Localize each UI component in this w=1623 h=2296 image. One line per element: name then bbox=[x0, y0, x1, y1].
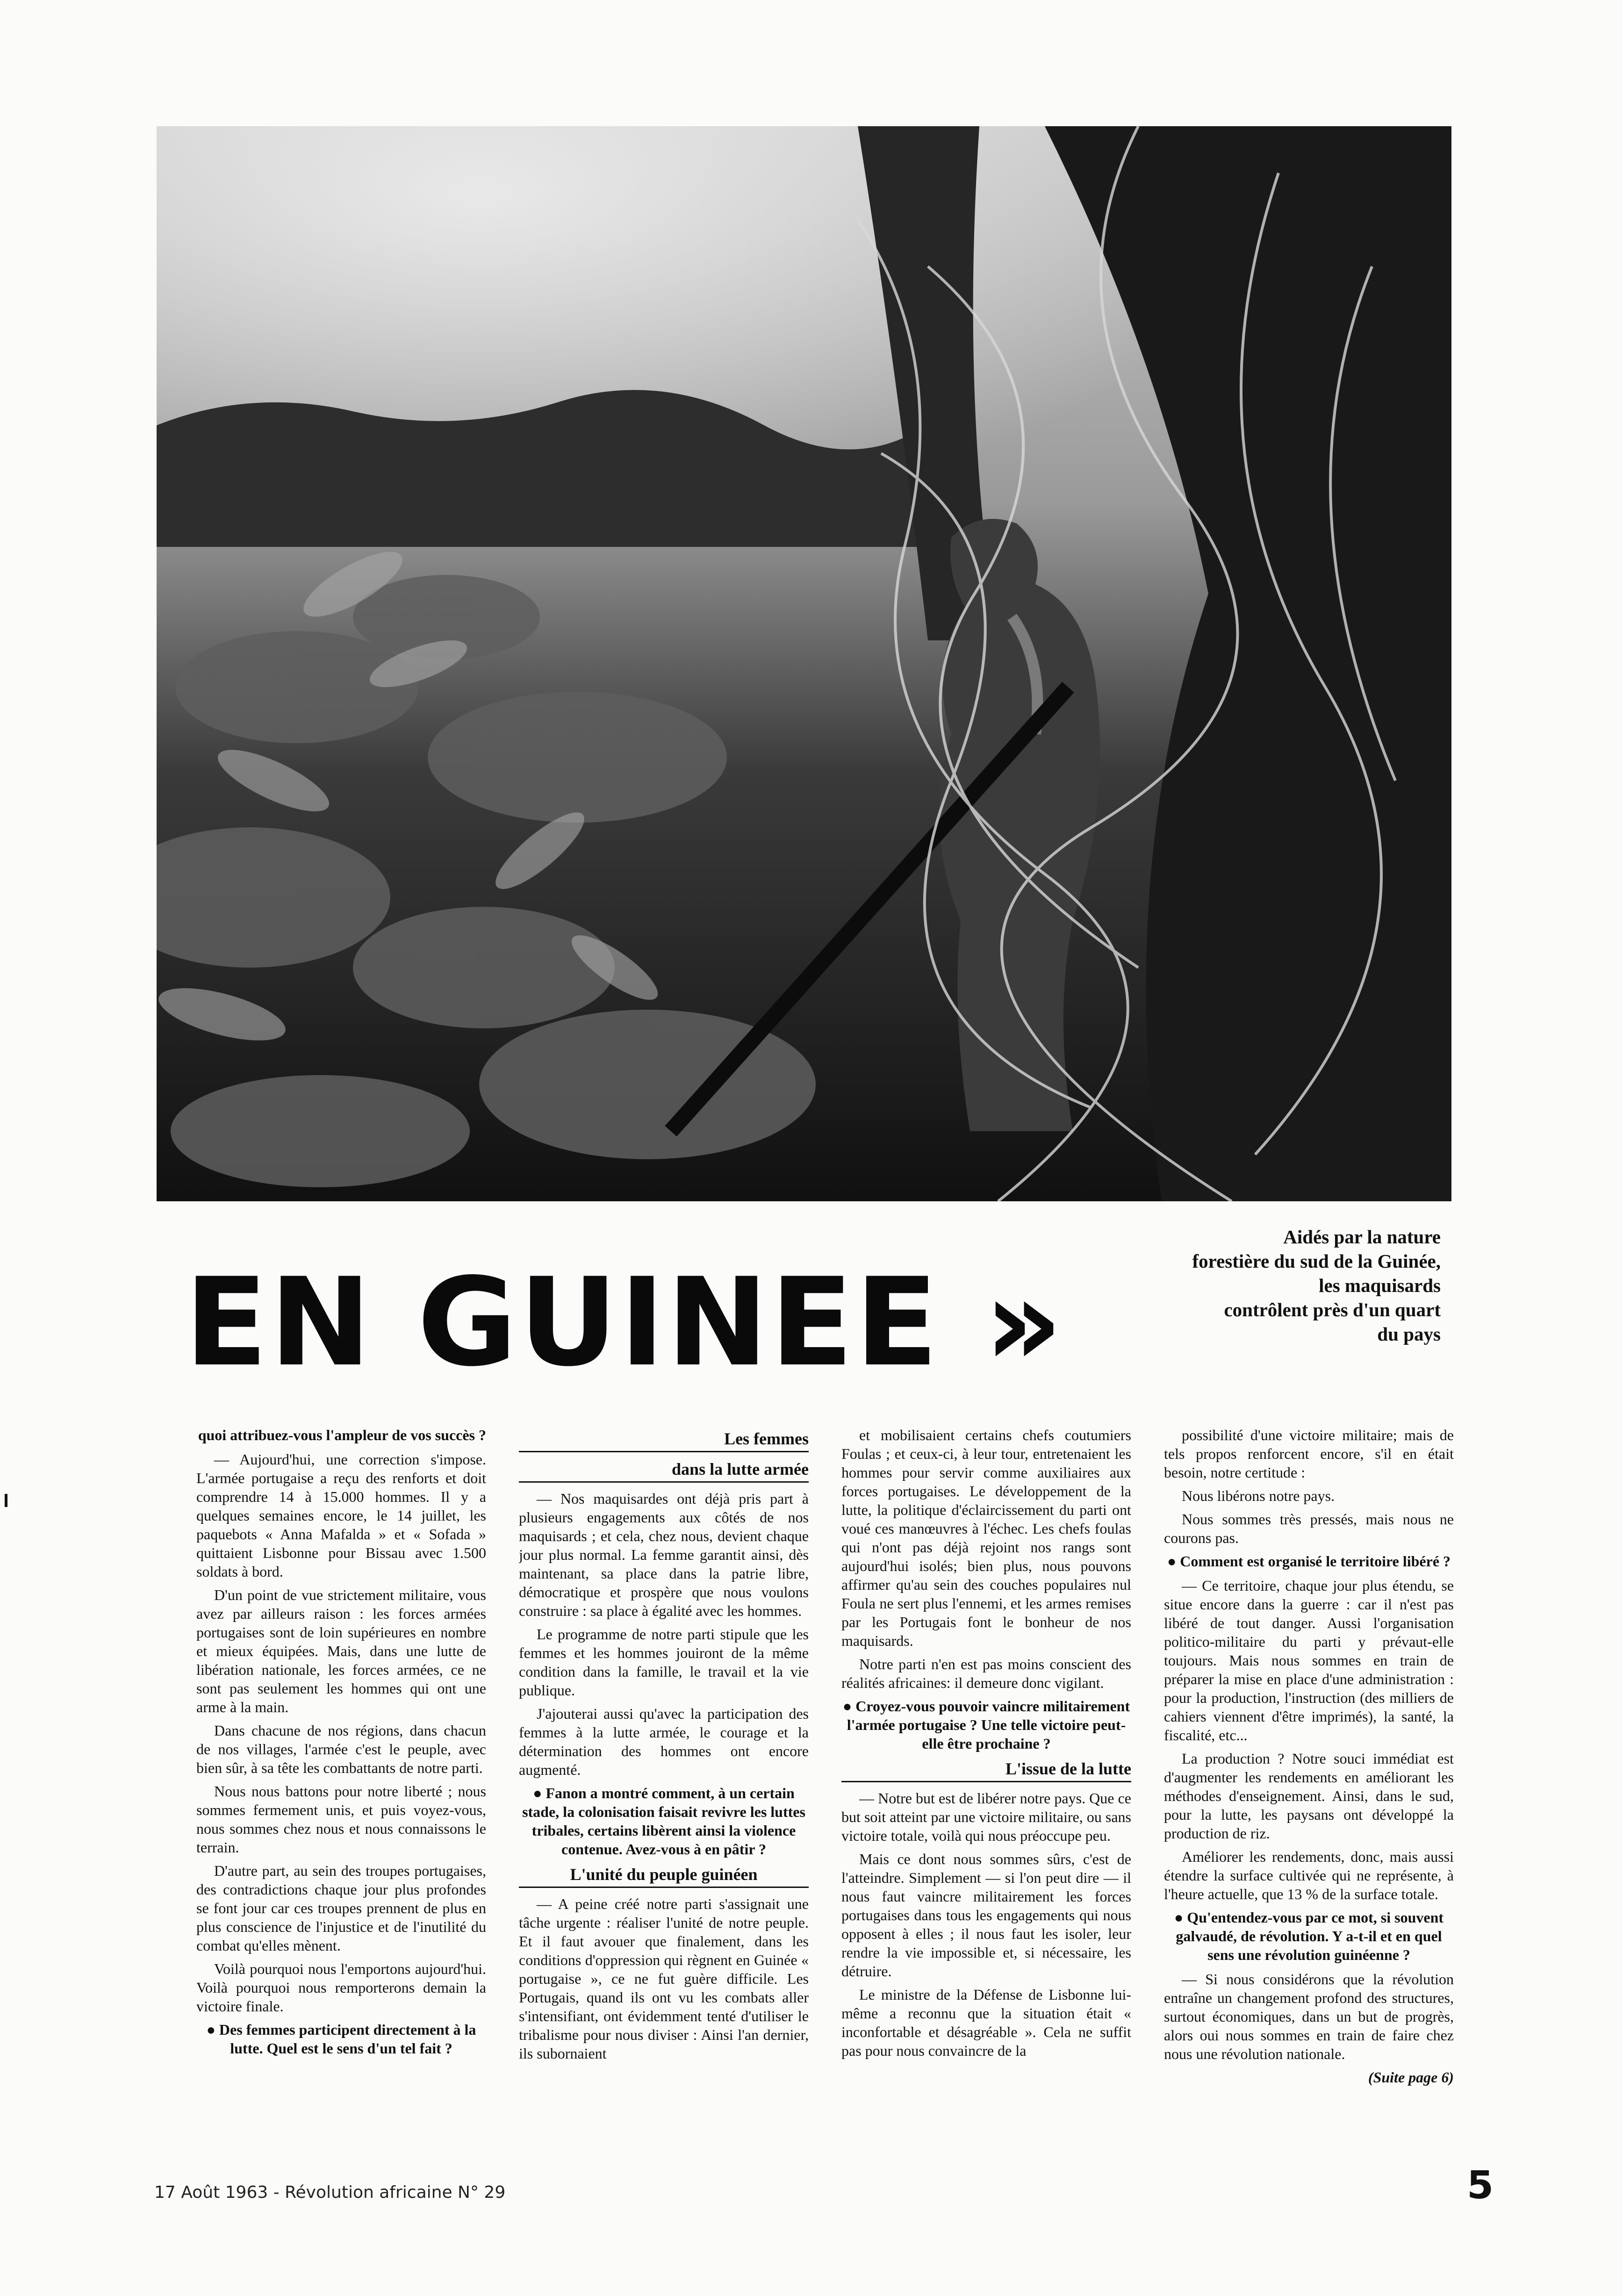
paragraph: Mais ce dont nous sommes sûrs, c'est de l'atteindre. Simplement — si l'on peut dire — il nous faut vaincre militairement les forces portugaises dans tous les engagements qui nous opposent à elles ; il nous faut les isoler, leur rendre la vie impossible et, si nécessaire, les détruire. bbox=[841, 1851, 1131, 1980]
guerrilla-fighter-photo bbox=[157, 126, 1451, 1201]
continuation-reference: (Suite page 6) bbox=[1368, 2069, 1454, 2086]
paragraph: Nous nous battons pour notre liberté ; nous sommes fermement unis, et puis voyez-vous, nous sommes chez nous et nous connaissons le terrain. bbox=[196, 1783, 486, 1856]
section-heading: L'issue de la lutte bbox=[841, 1758, 1131, 1782]
question-end: quoi attribuez-vous l'ampleur de vos succès ? bbox=[198, 1427, 486, 1443]
paragraph: D'un point de vue strictement militaire, vous avez par ailleurs raison : les forces armées portugaises sont de loin supérieures en nombre et mieux équipées. Mais, dans une lutte de libération nationale, les forces armées, ce ne sont pas seulement les hommes qui ont une arme à la main. bbox=[196, 1586, 486, 1715]
column-4 bbox=[1164, 1426, 1454, 2174]
article-body bbox=[196, 1426, 1458, 2174]
interview-question: ● Qu'entendez-vous par ce mot, si souvent galvaudé, de révolution. Y a-t-il et en quel sens une révolution guinéenne ? bbox=[1174, 1909, 1444, 1963]
interview-question: ● Comment est organisé le territoire libéré ? bbox=[1167, 1553, 1451, 1570]
paragraph: et mobilisaient certains chefs coutumiers Foulas ; et ceux-ci, à leur tour, entretenaient les hommes pour servir comme auxiliaires aux forces portugaises. Le développement de la lutte, la politique d'éclaircissement du parti ont voué ces manœuvres à l'échec. Les chefs foulas qui n'ont pas déjà rejoint nos rangs sont aujourd'hui isolés; bien plus, nous pouvons affirmer qu'au sein des couches populaires nul Foula ne sert plus l'ennemi, et les armes remises par les Portugais font le bonheur de nos maquisards. bbox=[841, 1427, 1131, 1649]
article-headline: EN GUINEE » bbox=[185, 1252, 1065, 1393]
paragraph: La production ? Notre souci immédiat est d'augmenter les rendements en améliorant les méthodes d'enseignement. Ainsi, dans le sud, pour la lutte, les paysans ont développé la production de riz. bbox=[1164, 1750, 1454, 1842]
paragraph: Nous sommes très pressés, mais nous ne courons pas. bbox=[1164, 1511, 1454, 1546]
paragraph: — Nos maquisardes ont déjà pris part à plusieurs engagements aux côtés de nos maquisards ; et cela, chez nous, devient chaque jour plus normal. La femme garantit ainsi, dès maintenant, sa place dans la patrie libre, démocratique et prospère que nous voulons construire : sa place à égalité avec les hommes. bbox=[519, 1490, 809, 1619]
column-1 bbox=[196, 1426, 486, 2174]
paragraph: Voilà pourquoi nous l'emportons aujourd'hui. Voilà pourquoi nous remporterons demain la victoire finale. bbox=[196, 1960, 486, 2015]
section-heading: L'unité du peuple guinéen bbox=[519, 1864, 809, 1888]
photo-caption: Aidés par la nature forestière du sud de la Guinée, les maquisards contrôlent près d'un quart du pays bbox=[1192, 1226, 1441, 1345]
paragraph: D'autre part, au sein des troupes portugaises, des contradictions chaque jour plus profondes se font jour car ces troupes prennent de plus en plus conscience de l'injustice et de l'inutilité du combat qu'elles mènent. bbox=[196, 1862, 486, 1954]
paragraph: Le ministre de la Défense de Lisbonne lui-même a reconnu que la situation était « inconfortable et désagréable ». Cela ne suffit pas pour nous convaincre de la bbox=[841, 1986, 1131, 2059]
paragraph: — Notre but est de libérer notre pays. Que ce but soit atteint par une victoire militaire, ou sans victoire totale, voilà qui nous préoccupe peu. bbox=[841, 1790, 1131, 1844]
paragraph: — Aujourd'hui, une correction s'impose. L'armée portugaise a reçu des renforts et doit comprendre 14 à 15.000 hommes. Il y a quelques semaines encore, le 14 juillet, les paquebots « Anna Mafalda » et « Sofada » quittaient Lisbonne pour Bissau avec 1.500 soldats à bord. bbox=[196, 1451, 486, 1580]
paragraph: Dans chacune de nos régions, dans chacun de nos villages, l'armée c'est le peuple, avec bien sûr, à sa tête les combattants de notre parti. bbox=[196, 1722, 486, 1776]
page-footer: 17 Août 1963 - Révolution africaine N° 29 bbox=[154, 2183, 506, 2202]
guerrilla-fighter-in-forest-photo-icon bbox=[157, 126, 1451, 1201]
paragraph: — A peine créé notre parti s'assignait une tâche urgente : réaliser l'unité de notre peuple. Et il faut avouer que finalement, dans les conditions d'oppression qui règnent en Guinée « portugaise », ce ne fut guère difficile. Les Portugais, quand ils ont vu les combats aller s'intensifiant, ont évidemment tenté d'utiliser le tribalisme pour nous diviser : Ainsi l'an dernier, ils subornaient bbox=[519, 1895, 809, 2062]
paragraph: Améliorer les rendements, donc, mais aussi étendre la surface cultivée qui ne représente, à l'heure actuelle, que 13 % de la surface totale. bbox=[1164, 1848, 1454, 1902]
column-3 bbox=[841, 1426, 1131, 2174]
section-heading: Les femmes bbox=[519, 1428, 809, 1452]
interview-question: ● Des femmes participent directement à la lutte. Quel est le sens d'un tel fait ? bbox=[206, 2021, 476, 2057]
interview-question: ● Fanon a montré comment, à un certain stade, la colonisation faisait revivre les luttes tribales, certains libèrent ainsi la violence contenue. Avez-vous à en pâtir ? bbox=[522, 1785, 805, 1858]
paragraph: Notre parti n'en est pas moins conscient des réalités africaines: il demeure donc vigilant. bbox=[841, 1656, 1131, 1691]
column-2 bbox=[519, 1426, 809, 2174]
page-number: 5 bbox=[1467, 2163, 1494, 2208]
paragraph: Nous libérons notre pays. bbox=[1182, 1487, 1335, 1504]
paragraph: — Ce territoire, chaque jour plus étendu, se situe encore dans la guerre : car il n'est pas libéré de tout danger. Aussi l'organisation politico-militaire du parti y prévaut-elle toujours. Mais nous sommes en train de préparer la mise en place d'une administration : pour la production, l'instruction (des milliers de cahiers viennent d'être imprimés), la santé, la fiscalité, etc... bbox=[1164, 1577, 1454, 1744]
paragraph: Le programme de notre parti stipule que les femmes et les hommes jouiront de la même condition dans la famille, le travail et la vie publique. bbox=[519, 1626, 809, 1699]
section-heading: dans la lutte armée bbox=[519, 1459, 809, 1483]
paragraph: possibilité d'une victoire militaire; mais de tels propos renforcent encore, s'il en était besoin, notre certitude : bbox=[1164, 1427, 1454, 1481]
paragraph: — Si nous considérons que la révolution entraîne un changement profond des structures, surtout économiques, dans un but de progrès, alors oui nous sommes en train de faire chez nous une révolution nationale. bbox=[1164, 1971, 1454, 2062]
paragraph: J'ajouterai aussi qu'avec la participation des femmes à la lutte armée, le courage et la détermination des hommes ont encore augmenté. bbox=[519, 1705, 809, 1778]
margin-mark bbox=[5, 1494, 7, 1507]
interview-question: ● Croyez-vous pouvoir vaincre militairement l'armée portugaise ? Une telle victoire peut-elle être prochaine ? bbox=[842, 1698, 1130, 1752]
